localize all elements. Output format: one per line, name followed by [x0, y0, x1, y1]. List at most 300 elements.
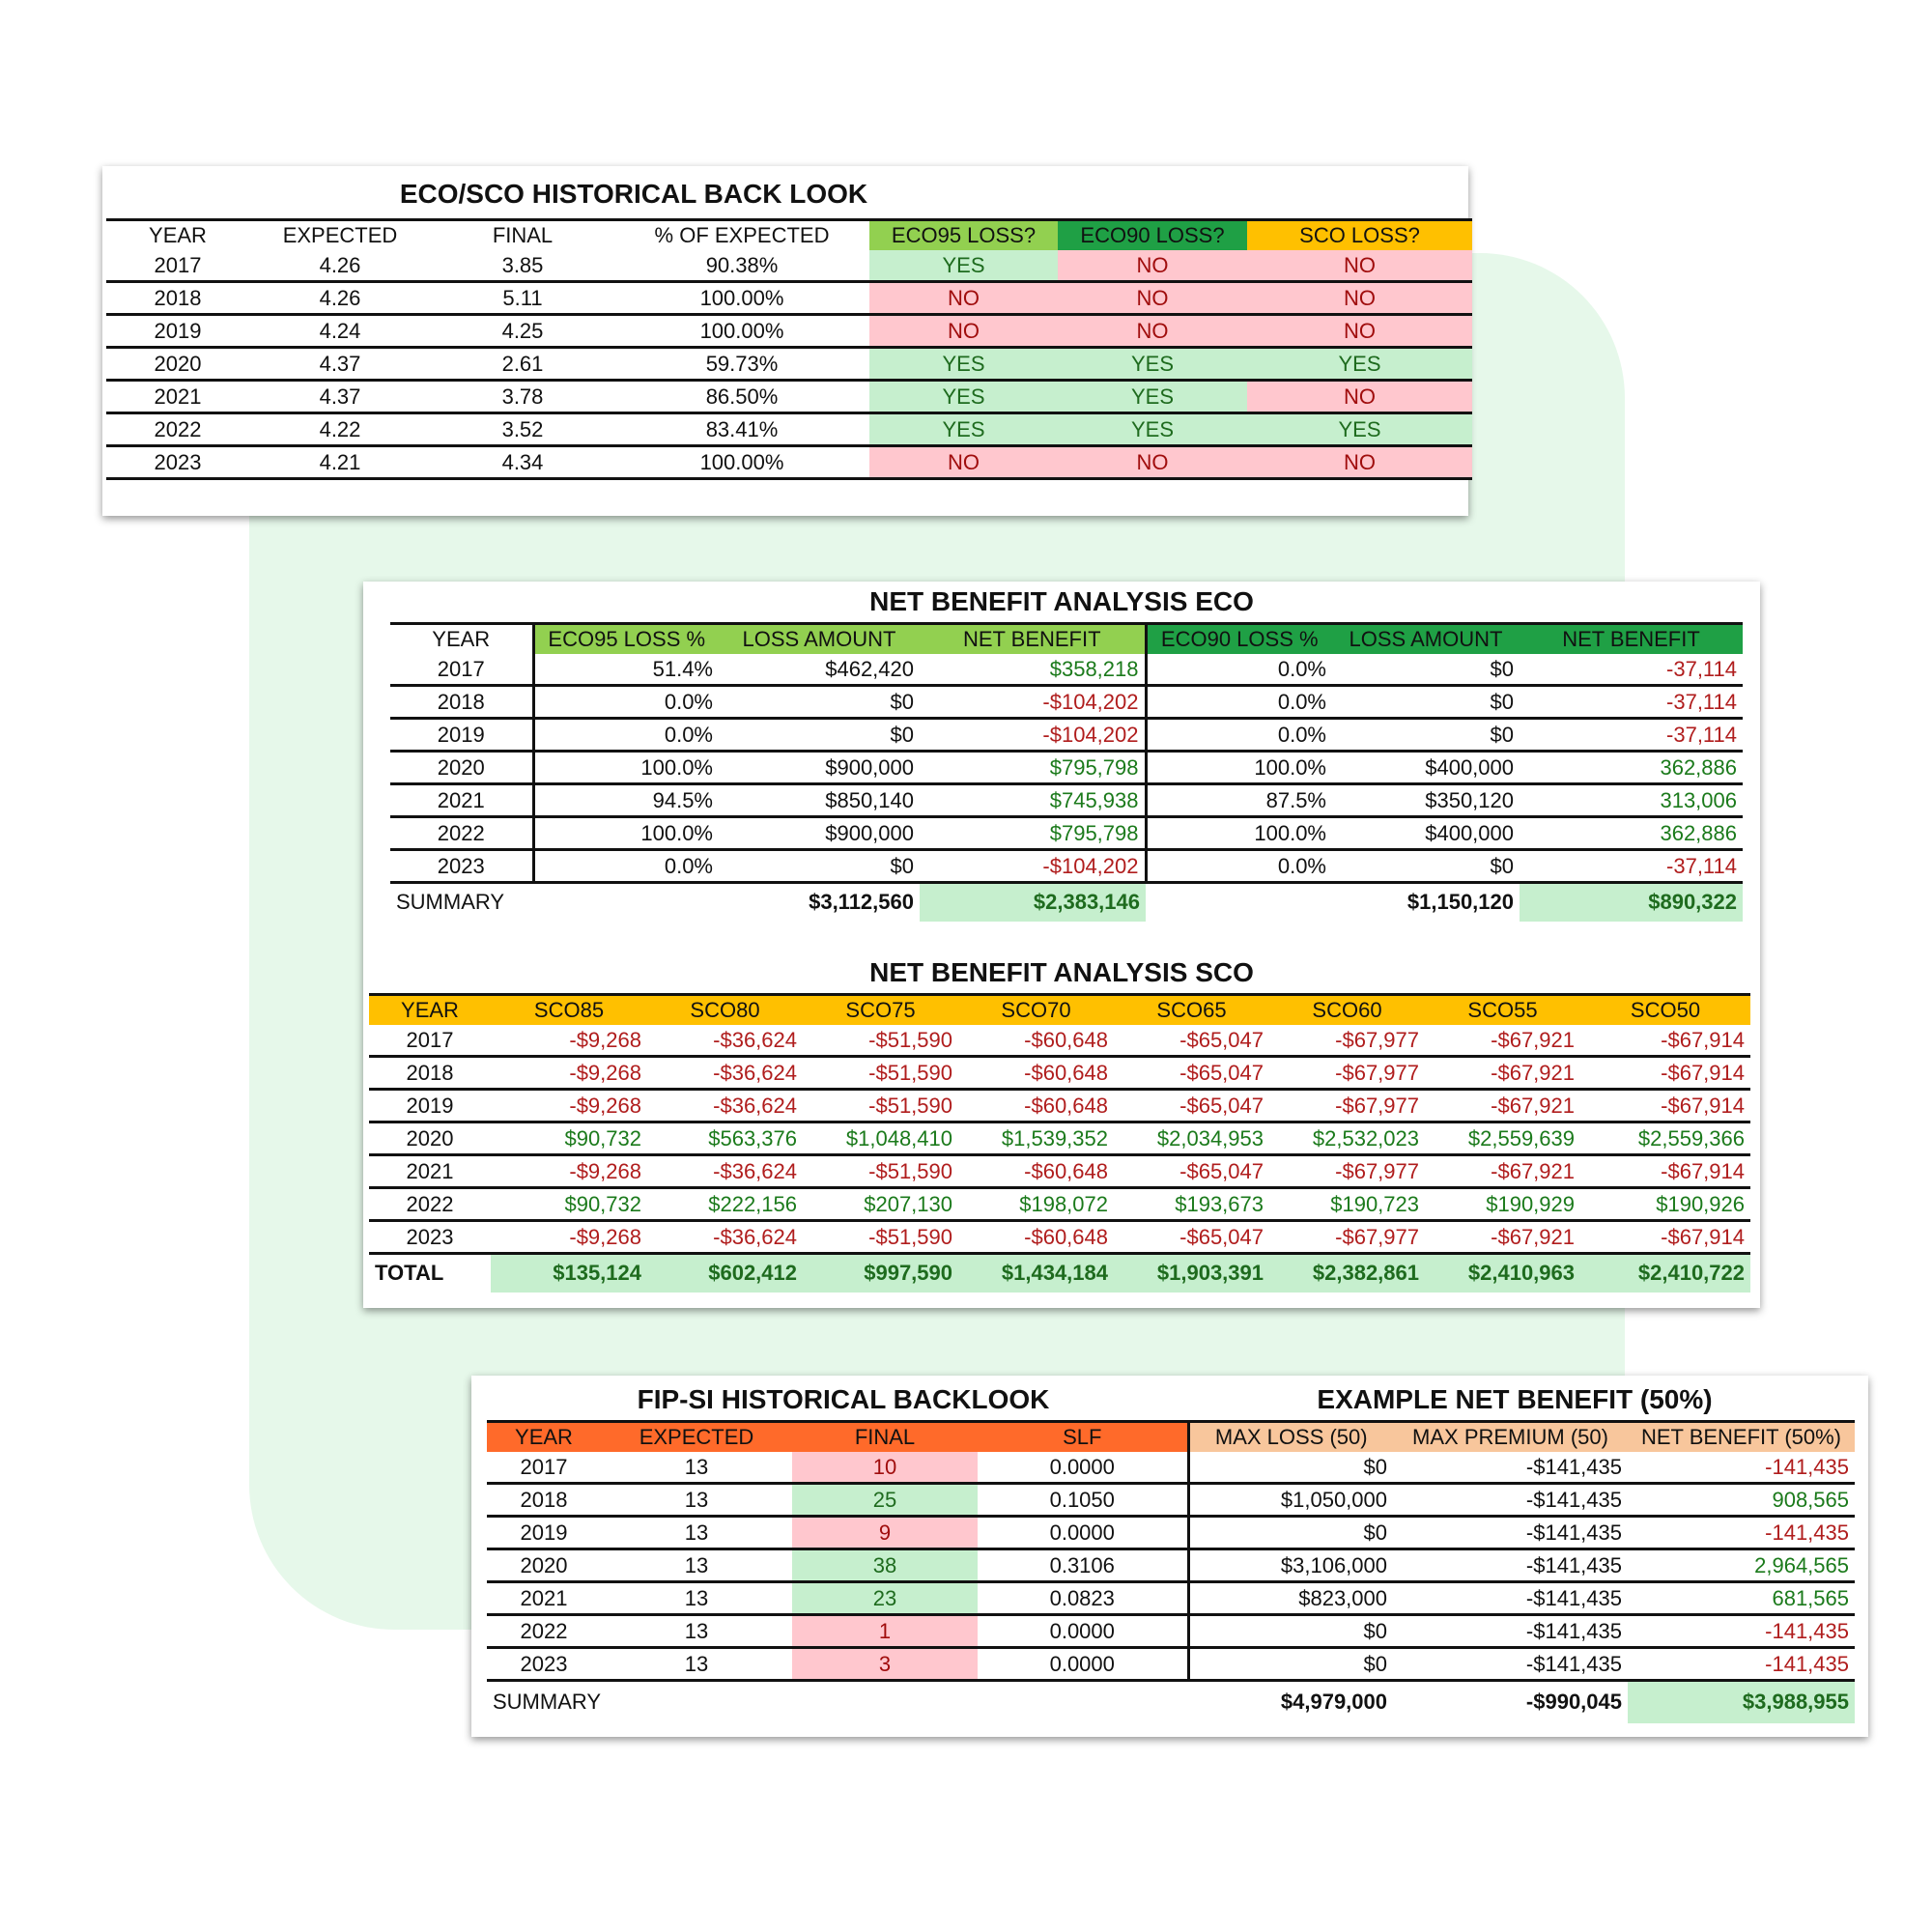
eco90-loss-amount-cell: $350,120	[1332, 784, 1520, 817]
eco-net-benefit-table	[390, 622, 1743, 922]
expected-cell: 4.26	[249, 250, 431, 282]
eco95-loss-amount-cell: $850,140	[719, 784, 920, 817]
sco-net-benefit-cell: $190,929	[1425, 1188, 1580, 1221]
max-premium-cell: -$141,435	[1393, 1648, 1628, 1681]
sco-net-benefit-cell: -$67,977	[1269, 1025, 1425, 1057]
year-cell: 2021	[487, 1582, 601, 1615]
table-row	[487, 1517, 1855, 1549]
fip-si-table	[487, 1420, 1855, 1723]
max-premium-cell: -$141,435	[1393, 1615, 1628, 1648]
max-premium-cell: -$141,435	[1393, 1549, 1628, 1582]
sco-net-benefit-cell: -$60,648	[958, 1221, 1114, 1254]
final-cell: 38	[792, 1549, 978, 1582]
final-cell: 23	[792, 1582, 978, 1615]
sco-net-benefit-cell: -$67,914	[1580, 1025, 1750, 1057]
sco-net-benefit-cell: $563,376	[647, 1122, 803, 1155]
summary-max-loss: $4,979,000	[1280, 1690, 1387, 1715]
table-row	[369, 1122, 1750, 1155]
sco-net-benefit-cell: -$65,047	[1114, 1155, 1269, 1188]
table-row	[487, 1549, 1855, 1582]
sco-loss-cell: NO	[1247, 381, 1472, 413]
sco-net-benefit-cell: $2,532,023	[1269, 1122, 1425, 1155]
eco95-loss-cell: YES	[869, 381, 1058, 413]
eco90-net-benefit-cell: 313,006	[1520, 784, 1743, 817]
final-cell: 9	[792, 1517, 978, 1549]
year-cell: 2022	[487, 1615, 601, 1648]
table-header-row	[390, 624, 1743, 655]
eco90-loss-amount-cell: $0	[1332, 850, 1520, 883]
sco-loss-cell: NO	[1247, 282, 1472, 315]
eco-net-benefit-body	[390, 654, 1743, 883]
final-cell: 10	[792, 1452, 978, 1484]
sco-net-benefit-cell: -$9,268	[491, 1090, 647, 1122]
eco90-loss-pct-cell: 100.0%	[1146, 817, 1332, 850]
table-row	[106, 348, 1472, 381]
eco90-net-benefit-cell: -37,114	[1520, 719, 1743, 752]
final-cell: 3.52	[431, 413, 614, 446]
total-value: $135,124	[491, 1254, 647, 1293]
col-header: SCO85	[491, 995, 647, 1026]
col-header: SCO75	[803, 995, 958, 1026]
sco-net-benefit-cell: -$51,590	[803, 1090, 958, 1122]
col-header: SCO70	[958, 995, 1114, 1026]
col-header: ECO90 LOSS %	[1146, 624, 1332, 655]
summary-row	[390, 883, 1743, 922]
summary-eco95-net: $2,383,146	[920, 883, 1146, 922]
slf-cell: 0.0000	[978, 1517, 1188, 1549]
max-loss-cell: $0	[1188, 1452, 1393, 1484]
sco-net-benefit-cell: $2,034,953	[1114, 1122, 1269, 1155]
summary-eco95-loss: $3,112,560	[809, 890, 914, 915]
sco-net-benefit-cell: -$67,921	[1425, 1155, 1580, 1188]
col-header: ECO90 LOSS?	[1058, 220, 1247, 251]
fip-si-net-title: EXAMPLE NET BENEFIT (50%)	[1317, 1384, 1713, 1414]
expected-cell: 13	[601, 1517, 792, 1549]
expected-cell: 4.24	[249, 315, 431, 348]
pct-expected-cell: 83.41%	[614, 413, 869, 446]
sco-net-benefit-cell: -$36,624	[647, 1025, 803, 1057]
sco-net-benefit-cell: $190,723	[1269, 1188, 1425, 1221]
col-header: SCO55	[1425, 995, 1580, 1026]
eco90-loss-pct-cell: 87.5%	[1146, 784, 1332, 817]
expected-cell: 13	[601, 1452, 792, 1484]
max-loss-cell: $1,050,000	[1188, 1484, 1393, 1517]
sco-net-benefit-cell: -$36,624	[647, 1090, 803, 1122]
sco-net-benefit-cell: -$67,914	[1580, 1221, 1750, 1254]
sco-net-benefit-cell: $207,130	[803, 1188, 958, 1221]
sco-net-benefit-cell: -$67,977	[1269, 1155, 1425, 1188]
sco-loss-cell: YES	[1247, 348, 1472, 381]
table-row	[106, 446, 1472, 479]
year-cell: 2020	[390, 752, 533, 784]
eco90-net-benefit-cell: -37,114	[1520, 654, 1743, 686]
sco-net-benefit-cell: -$9,268	[491, 1221, 647, 1254]
max-loss-cell: $0	[1188, 1517, 1393, 1549]
year-cell: 2022	[390, 817, 533, 850]
pct-expected-cell: 100.00%	[614, 315, 869, 348]
sco-net-benefit-cell: -$60,648	[958, 1025, 1114, 1057]
col-header: FINAL	[431, 220, 614, 251]
max-loss-cell: $0	[1188, 1648, 1393, 1681]
year-cell: 2022	[106, 413, 249, 446]
col-header: ECO95 LOSS %	[533, 624, 719, 655]
eco-sco-backlook-card	[102, 166, 1468, 516]
col-header: YEAR	[369, 995, 491, 1026]
eco90-loss-cell: NO	[1058, 315, 1247, 348]
summary-eco90-net: $890,322	[1520, 883, 1743, 922]
table-row	[390, 654, 1743, 686]
table-row	[390, 752, 1743, 784]
table-row	[487, 1648, 1855, 1681]
eco90-loss-cell: YES	[1058, 348, 1247, 381]
summary-max-premium: -$990,045	[1525, 1690, 1622, 1715]
sco-net-benefit-cell: -$60,648	[958, 1155, 1114, 1188]
sco-net-benefit-cell: $190,926	[1580, 1188, 1750, 1221]
table-row	[487, 1615, 1855, 1648]
max-premium-cell: -$141,435	[1393, 1517, 1628, 1549]
table-row	[369, 1155, 1750, 1188]
col-header: SCO60	[1269, 995, 1425, 1026]
col-header: NET BENEFIT	[920, 624, 1146, 655]
sco-net-benefit-cell: $222,156	[647, 1188, 803, 1221]
sco-net-benefit-cell: -$36,624	[647, 1221, 803, 1254]
eco95-loss-cell: NO	[869, 446, 1058, 479]
eco95-net-benefit-cell: $795,798	[920, 817, 1146, 850]
sco-net-benefit-cell: -$9,268	[491, 1057, 647, 1090]
eco95-loss-amount-cell: $0	[719, 850, 920, 883]
sco-net-benefit-table	[369, 993, 1750, 1293]
expected-cell: 4.37	[249, 348, 431, 381]
slf-cell: 0.0000	[978, 1615, 1188, 1648]
table-row	[390, 850, 1743, 883]
sco-net-benefit-cell: -$36,624	[647, 1057, 803, 1090]
net-benefit-cell: -141,435	[1628, 1452, 1855, 1484]
expected-cell: 4.22	[249, 413, 431, 446]
net-benefit-cell: 681,565	[1628, 1582, 1855, 1615]
table-header-row	[369, 995, 1750, 1026]
table-row	[487, 1484, 1855, 1517]
sco-net-benefit-title: NET BENEFIT ANALYSIS SCO	[869, 957, 1254, 987]
sco-net-benefit-cell: -$67,921	[1425, 1057, 1580, 1090]
year-cell: 2018	[487, 1484, 601, 1517]
eco90-loss-pct-cell: 0.0%	[1146, 654, 1332, 686]
max-premium-cell: -$141,435	[1393, 1452, 1628, 1484]
eco90-loss-pct-cell: 0.0%	[1146, 686, 1332, 719]
eco95-loss-pct-cell: 0.0%	[533, 850, 719, 883]
sco-net-benefit-cell: $1,539,352	[958, 1122, 1114, 1155]
sco-net-benefit-cell: -$51,590	[803, 1057, 958, 1090]
sco-net-benefit-cell: -$67,921	[1425, 1025, 1580, 1057]
col-header: MAX LOSS (50)	[1188, 1422, 1393, 1453]
col-header: SLF	[978, 1422, 1188, 1453]
eco95-net-benefit-cell: $358,218	[920, 654, 1146, 686]
eco-sco-backlook-body	[106, 250, 1472, 479]
sco-net-benefit-cell: $193,673	[1114, 1188, 1269, 1221]
eco90-loss-amount-cell: $0	[1332, 686, 1520, 719]
year-cell: 2017	[390, 654, 533, 686]
col-header: LOSS AMOUNT	[719, 624, 920, 655]
sco-net-benefit-cell: -$67,914	[1580, 1155, 1750, 1188]
year-cell: 2021	[390, 784, 533, 817]
empty-cell	[533, 883, 719, 922]
eco95-net-benefit-cell: -$104,202	[920, 719, 1146, 752]
sco-net-benefit-cell: $198,072	[958, 1188, 1114, 1221]
year-cell: 2021	[106, 381, 249, 413]
eco95-net-benefit-cell: $745,938	[920, 784, 1146, 817]
table-header-row	[487, 1422, 1855, 1453]
max-loss-cell: $3,106,000	[1188, 1549, 1393, 1582]
expected-cell: 13	[601, 1648, 792, 1681]
col-header: ECO95 LOSS?	[869, 220, 1058, 251]
net-benefit-cell: -141,435	[1628, 1517, 1855, 1549]
year-cell: 2019	[106, 315, 249, 348]
table-row	[369, 1025, 1750, 1057]
year-cell: 2017	[106, 250, 249, 282]
summary-eco90-loss: $1,150,120	[1406, 890, 1514, 915]
net-benefit-cell: 908,565	[1628, 1484, 1855, 1517]
col-header: SCO50	[1580, 995, 1750, 1026]
col-header: EXPECTED	[601, 1422, 792, 1453]
total-value: $1,434,184	[958, 1254, 1114, 1293]
eco95-loss-pct-cell: 51.4%	[533, 654, 719, 686]
expected-cell: 13	[601, 1484, 792, 1517]
sco-net-benefit-cell: -$9,268	[491, 1155, 647, 1188]
sco-net-benefit-cell: -$60,648	[958, 1090, 1114, 1122]
table-row	[369, 1188, 1750, 1221]
eco95-loss-cell: YES	[869, 250, 1058, 282]
total-label: TOTAL	[375, 1261, 444, 1286]
eco90-loss-amount-cell: $0	[1332, 654, 1520, 686]
eco90-loss-cell: NO	[1058, 446, 1247, 479]
pct-expected-cell: 90.38%	[614, 250, 869, 282]
sco-net-benefit-cell: -$67,977	[1269, 1057, 1425, 1090]
year-cell: 2020	[487, 1549, 601, 1582]
sco-net-benefit-cell: -$65,047	[1114, 1221, 1269, 1254]
table-row	[106, 282, 1472, 315]
table-row	[390, 686, 1743, 719]
table-row	[390, 784, 1743, 817]
expected-cell: 13	[601, 1549, 792, 1582]
year-cell: 2023	[106, 446, 249, 479]
eco95-net-benefit-cell: -$104,202	[920, 850, 1146, 883]
total-value: $2,410,722	[1580, 1254, 1750, 1293]
sco-net-benefit-cell: -$67,914	[1580, 1090, 1750, 1122]
eco95-net-benefit-cell: -$104,202	[920, 686, 1146, 719]
col-header: EXPECTED	[249, 220, 431, 251]
col-header: NET BENEFIT (50%)	[1628, 1422, 1855, 1453]
expected-cell: 13	[601, 1615, 792, 1648]
eco-sco-backlook-title: ECO/SCO HISTORICAL BACK LOOK	[399, 179, 868, 209]
sco-loss-cell: YES	[1247, 413, 1472, 446]
table-row	[487, 1582, 1855, 1615]
col-header: FINAL	[792, 1422, 978, 1453]
empty-cell	[792, 1681, 978, 1723]
empty-cell	[978, 1681, 1188, 1723]
eco-net-benefit-title: NET BENEFIT ANALYSIS ECO	[869, 586, 1254, 616]
eco90-loss-cell: NO	[1058, 250, 1247, 282]
eco90-loss-pct-cell: 0.0%	[1146, 719, 1332, 752]
fip-si-card	[471, 1376, 1868, 1737]
final-cell: 2.61	[431, 348, 614, 381]
total-value: $997,590	[803, 1254, 958, 1293]
slf-cell: 0.0000	[978, 1648, 1188, 1681]
eco90-loss-cell: NO	[1058, 282, 1247, 315]
sco-net-benefit-cell: -$60,648	[958, 1057, 1114, 1090]
net-benefit-card	[363, 582, 1760, 1308]
final-cell: 5.11	[431, 282, 614, 315]
eco-sco-backlook-table	[106, 218, 1472, 480]
sco-net-benefit-cell: -$67,977	[1269, 1090, 1425, 1122]
pct-expected-cell: 86.50%	[614, 381, 869, 413]
col-header: YEAR	[106, 220, 249, 251]
col-header: YEAR	[487, 1422, 601, 1453]
eco95-loss-pct-cell: 100.0%	[533, 817, 719, 850]
final-cell: 4.25	[431, 315, 614, 348]
pct-expected-cell: 100.00%	[614, 446, 869, 479]
sco-net-benefit-cell: -$51,590	[803, 1155, 958, 1188]
pct-expected-cell: 59.73%	[614, 348, 869, 381]
eco95-loss-amount-cell: $900,000	[719, 752, 920, 784]
sco-net-benefit-cell: -$51,590	[803, 1221, 958, 1254]
slf-cell: 0.3106	[978, 1549, 1188, 1582]
table-row	[106, 381, 1472, 413]
col-header: MAX PREMIUM (50)	[1393, 1422, 1628, 1453]
sco-net-benefit-cell: -$65,047	[1114, 1090, 1269, 1122]
col-header: YEAR	[390, 624, 533, 655]
summary-row	[487, 1681, 1855, 1723]
total-value: $602,412	[647, 1254, 803, 1293]
eco90-loss-cell: YES	[1058, 381, 1247, 413]
slf-cell: 0.0000	[978, 1452, 1188, 1484]
sco-net-benefit-body	[369, 1025, 1750, 1254]
col-header: NET BENEFIT	[1520, 624, 1743, 655]
eco90-loss-amount-cell: $0	[1332, 719, 1520, 752]
final-cell: 3.85	[431, 250, 614, 282]
final-cell: 3	[792, 1648, 978, 1681]
sco-net-benefit-cell: -$65,047	[1114, 1057, 1269, 1090]
eco95-loss-pct-cell: 0.0%	[533, 719, 719, 752]
table-row	[390, 817, 1743, 850]
final-cell: 1	[792, 1615, 978, 1648]
summary-net-benefit: $3,988,955	[1628, 1681, 1855, 1723]
sco-net-benefit-cell: -$65,047	[1114, 1025, 1269, 1057]
eco90-loss-pct-cell: 0.0%	[1146, 850, 1332, 883]
eco90-net-benefit-cell: 362,886	[1520, 817, 1743, 850]
eco90-loss-cell: YES	[1058, 413, 1247, 446]
total-row	[369, 1254, 1750, 1293]
year-cell: 2020	[106, 348, 249, 381]
year-cell: 2021	[369, 1155, 491, 1188]
empty-cell	[1146, 883, 1332, 922]
eco90-net-benefit-cell: 362,886	[1520, 752, 1743, 784]
year-cell: 2019	[369, 1090, 491, 1122]
final-cell: 25	[792, 1484, 978, 1517]
eco95-loss-amount-cell: $462,420	[719, 654, 920, 686]
sco-loss-cell: NO	[1247, 446, 1472, 479]
eco95-net-benefit-cell: $795,798	[920, 752, 1146, 784]
total-value: $2,410,963	[1425, 1254, 1580, 1293]
eco95-loss-cell: YES	[869, 413, 1058, 446]
col-header: LOSS AMOUNT	[1332, 624, 1520, 655]
col-header: % OF EXPECTED	[614, 220, 869, 251]
year-cell: 2018	[390, 686, 533, 719]
eco90-loss-amount-cell: $400,000	[1332, 817, 1520, 850]
slf-cell: 0.1050	[978, 1484, 1188, 1517]
col-header: SCO65	[1114, 995, 1269, 1026]
eco95-loss-cell: NO	[869, 315, 1058, 348]
net-benefit-cell: -141,435	[1628, 1648, 1855, 1681]
sco-net-benefit-cell: -$67,921	[1425, 1090, 1580, 1122]
sco-net-benefit-cell: -$36,624	[647, 1155, 803, 1188]
expected-cell: 4.37	[249, 381, 431, 413]
max-premium-cell: -$141,435	[1393, 1484, 1628, 1517]
eco95-loss-cell: NO	[869, 282, 1058, 315]
table-header-row	[106, 220, 1472, 251]
col-header: SCO LOSS?	[1247, 220, 1472, 251]
total-value: $1,903,391	[1114, 1254, 1269, 1293]
max-loss-cell: $823,000	[1188, 1582, 1393, 1615]
year-cell: 2018	[369, 1057, 491, 1090]
year-cell: 2017	[487, 1452, 601, 1484]
expected-cell: 4.21	[249, 446, 431, 479]
net-benefit-cell: -141,435	[1628, 1615, 1855, 1648]
sco-net-benefit-cell: $1,048,410	[803, 1122, 958, 1155]
max-premium-cell: -$141,435	[1393, 1582, 1628, 1615]
table-row	[369, 1057, 1750, 1090]
eco95-loss-pct-cell: 0.0%	[533, 686, 719, 719]
eco90-loss-pct-cell: 100.0%	[1146, 752, 1332, 784]
expected-cell: 13	[601, 1582, 792, 1615]
col-header: SCO80	[647, 995, 803, 1026]
summary-label: SUMMARY	[493, 1690, 601, 1715]
sco-net-benefit-cell: -$51,590	[803, 1025, 958, 1057]
slf-cell: 0.0823	[978, 1582, 1188, 1615]
expected-cell: 4.26	[249, 282, 431, 315]
sco-net-benefit-cell: -$9,268	[491, 1025, 647, 1057]
summary-label: SUMMARY	[396, 890, 505, 915]
eco95-loss-amount-cell: $0	[719, 719, 920, 752]
table-row	[369, 1090, 1750, 1122]
pct-expected-cell: 100.00%	[614, 282, 869, 315]
year-cell: 2023	[487, 1648, 601, 1681]
eco90-net-benefit-cell: -37,114	[1520, 686, 1743, 719]
table-row	[106, 250, 1472, 282]
fip-si-title: FIP-SI HISTORICAL BACKLOOK	[637, 1384, 1050, 1414]
eco95-loss-pct-cell: 100.0%	[533, 752, 719, 784]
eco95-loss-pct-cell: 94.5%	[533, 784, 719, 817]
year-cell: 2019	[487, 1517, 601, 1549]
table-row	[487, 1452, 1855, 1484]
year-cell: 2023	[369, 1221, 491, 1254]
eco90-loss-amount-cell: $400,000	[1332, 752, 1520, 784]
eco95-loss-cell: YES	[869, 348, 1058, 381]
eco90-net-benefit-cell: -37,114	[1520, 850, 1743, 883]
year-cell: 2022	[369, 1188, 491, 1221]
year-cell: 2017	[369, 1025, 491, 1057]
sco-net-benefit-cell: -$67,914	[1580, 1057, 1750, 1090]
net-benefit-cell: 2,964,565	[1628, 1549, 1855, 1582]
year-cell: 2018	[106, 282, 249, 315]
sco-net-benefit-cell: $2,559,639	[1425, 1122, 1580, 1155]
final-cell: 4.34	[431, 446, 614, 479]
sco-net-benefit-cell: $90,732	[491, 1188, 647, 1221]
fip-si-body	[487, 1452, 1855, 1681]
eco95-loss-amount-cell: $0	[719, 686, 920, 719]
max-loss-cell: $0	[1188, 1615, 1393, 1648]
sco-net-benefit-cell: $90,732	[491, 1122, 647, 1155]
year-cell: 2019	[390, 719, 533, 752]
year-cell: 2020	[369, 1122, 491, 1155]
